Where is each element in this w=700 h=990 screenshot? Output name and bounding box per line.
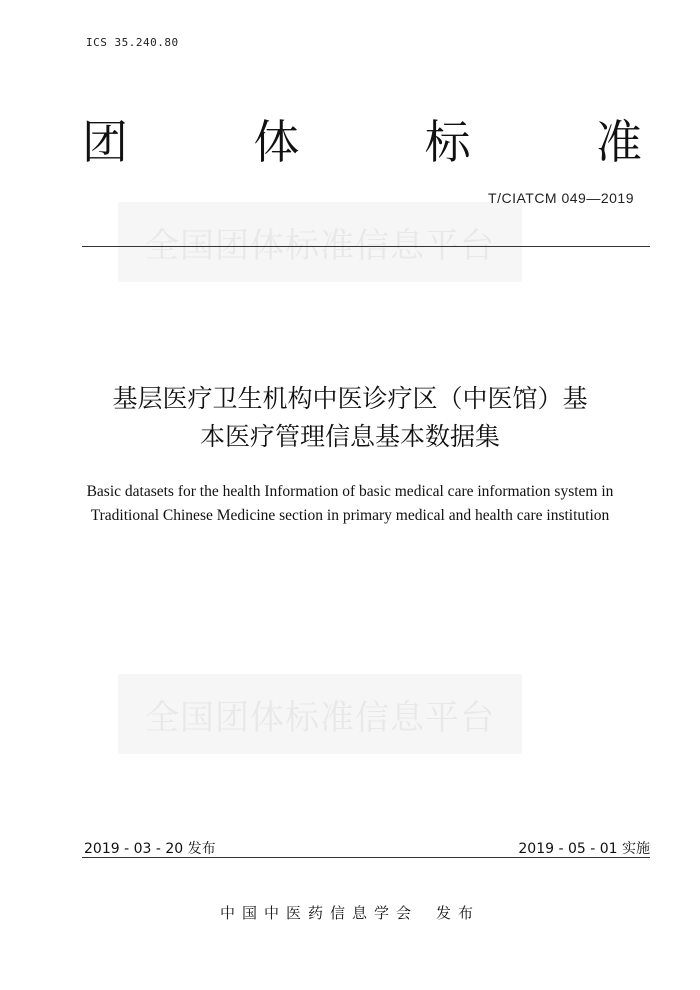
publisher-org: 中国中医药信息学会: [219, 904, 418, 922]
footer-divider: [82, 857, 650, 858]
title-char-4: 准: [595, 115, 642, 169]
title-cn-line-1: 基层医疗卫生机构中医诊疗区（中医馆）基: [112, 384, 588, 413]
title-en-line-2: Traditional Chinese Medicine section in primary medical and health care institution: [90, 507, 610, 524]
publisher-line: [0, 902, 700, 923]
watermark-text: 全国团体标准信息平台: [145, 225, 495, 266]
title-cn-line-2: 本医疗管理信息基本数据集: [199, 422, 500, 451]
document-title-en: [40, 480, 660, 528]
document-title-cn: [40, 380, 660, 456]
standard-code: T/CIATCM 049—2019: [488, 190, 634, 206]
publisher-action: 发布: [436, 904, 481, 922]
issue-date: 2019 - 03 - 20 发布: [84, 841, 216, 857]
watermark-top: [118, 202, 522, 282]
watermark-text: 全国团体标准信息平台: [145, 697, 495, 738]
standard-type-title: [82, 112, 642, 172]
effective-date: 2019 - 05 - 01 实施: [518, 841, 650, 857]
title-char-3: 标: [424, 115, 471, 169]
title-en-line-1: Basic datasets for the health Information of basic medical care information system in: [86, 483, 614, 500]
title-char-2: 体: [253, 115, 300, 169]
title-char-1: 团: [82, 115, 128, 169]
watermark-bottom: [118, 674, 522, 754]
header-divider: [82, 246, 650, 247]
ics-code: ICS 35.240.80: [86, 36, 179, 49]
